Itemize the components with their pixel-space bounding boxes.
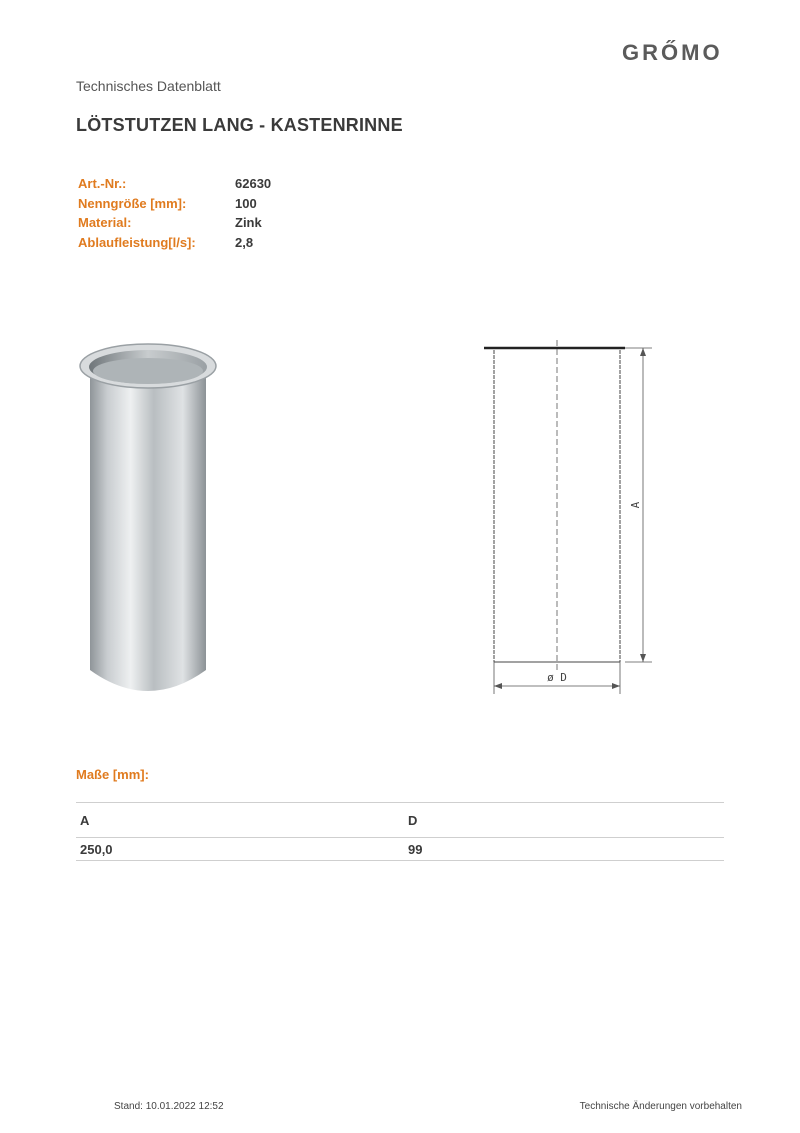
- table-cell-d: 99: [404, 838, 724, 861]
- footer-note: Technische Änderungen vorbehalten: [579, 1101, 742, 1112]
- spec-label: Art.-Nr.:: [78, 176, 127, 192]
- document-type: Technisches Datenblatt: [76, 78, 221, 94]
- table-cell-a: 250,0: [76, 838, 404, 861]
- spec-value: 100: [235, 195, 257, 211]
- table-header-row: [76, 803, 724, 838]
- spec-value: 62630: [235, 176, 272, 192]
- spec-row: [78, 213, 378, 233]
- table-row: [76, 838, 724, 861]
- spec-list: [78, 174, 378, 252]
- technical-drawing: [480, 340, 660, 700]
- dimensions-heading: Maße [mm]:: [76, 767, 149, 782]
- dimensions-table: [76, 802, 724, 861]
- spec-label: Material:: [78, 215, 132, 231]
- brand-logo: [622, 40, 772, 70]
- column-header-a: A: [76, 803, 404, 838]
- dimension-label-d: ø D: [547, 671, 567, 684]
- page-title: LÖTSTUTZEN LANG - KASTENRINNE: [76, 115, 403, 135]
- product-photo: [76, 340, 226, 705]
- footer-date: Stand: 10.01.2022 12:52: [114, 1101, 224, 1112]
- dimension-label-a: A: [629, 501, 642, 509]
- spec-value: 2,8: [235, 234, 254, 250]
- column-header-d: D: [404, 803, 724, 838]
- spec-value: Zink: [235, 215, 262, 231]
- spec-row: [78, 174, 378, 194]
- spec-row: [78, 233, 378, 253]
- spec-label: Ablaufleistung[l/s]:: [78, 234, 196, 250]
- spec-row: [78, 194, 378, 214]
- spec-label: Nenngröße [mm]:: [78, 195, 187, 211]
- brand-logo-text: GRŐMO: [622, 40, 723, 65]
